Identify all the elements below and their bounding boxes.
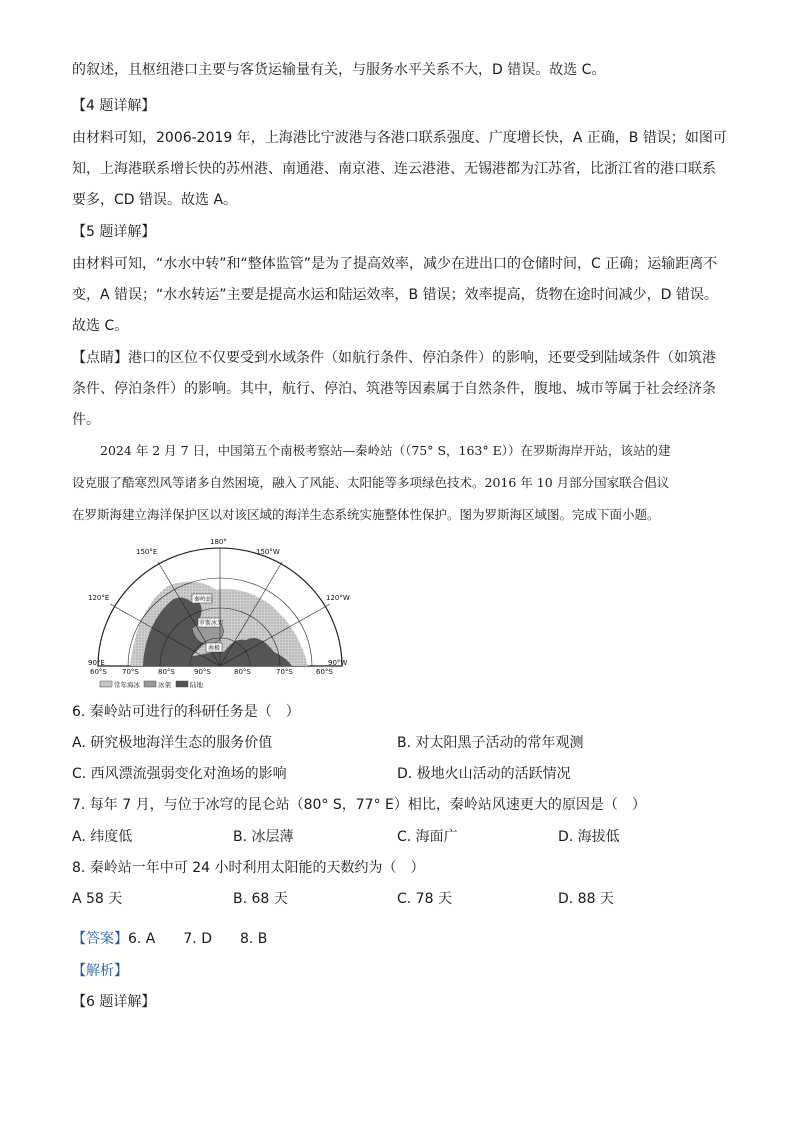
q4-line-3: 要多，CD 错误。故选 A。 <box>72 192 238 208</box>
q5-line-2: 变，A 错误；“水水转运”主要是提高水运和陆运效率，B 错误；效率提高，货物在途时间减少，D 错误。 <box>72 287 718 303</box>
material-line-1: 2024 年 2 月 7 日，中国第五个南极考察站—秦岭站（（75° S，163° E））在罗斯海岸开站，该站的建 <box>100 443 671 458</box>
map-label-qinling: 秦岭站 <box>194 596 213 603</box>
q7-option-d: D. 海拔低 <box>558 829 620 845</box>
map-lat-70s-left: 70°S <box>122 668 139 676</box>
q7-option-c: C. 海面广 <box>397 829 458 845</box>
legend-ice-shelf: 冰架 <box>158 681 171 689</box>
dianjing-line-1 <box>72 348 716 368</box>
q8-option-b: B. 68 天 <box>233 891 288 907</box>
legend-sea-ice: 常年海冰 <box>114 681 140 689</box>
q5-line-1: 由材料可知，“水水中转”和“整体监管”是为了提高效率，减少在进出口的仓储时间，C 正确；运输距离不 <box>72 256 718 272</box>
map-lat-80s-right: 80°S <box>234 668 251 676</box>
q5-line-3: 故选 C。 <box>72 318 129 334</box>
map-label-150w: 150°W <box>256 548 280 556</box>
q5-header: 【5 题详解】 <box>72 224 156 240</box>
q7-option-b: B. 冰层薄 <box>233 829 294 845</box>
map-label-90w: 90°W <box>328 659 348 667</box>
map-lat-70s-right: 70°S <box>276 668 293 676</box>
map-lat-90s: 90°S <box>194 668 211 676</box>
question-6-stem: 6. 秦岭站可进行的科研任务是（ ） <box>72 704 300 720</box>
question-7-stem: 7. 每年 7 月，与位于冰穹的昆仑站（80° S，77° E）相比，秦岭站风速更大的原因是（ ） <box>72 797 646 813</box>
q7-option-a: A. 纬度低 <box>72 829 133 845</box>
dianjing-line-3: 件。 <box>72 412 100 428</box>
answer-line <box>72 929 267 949</box>
map-label-180: 180° <box>210 538 227 546</box>
q6-option-a: A. 研究极地海洋生态的服务价值 <box>72 735 273 751</box>
map-label-150e: 150°E <box>136 548 158 556</box>
material-line-2: 设克服了酷寒烈风等诸多自然困境，融入了风能、太阳能等多项绿色技术。2016 年 10 月部分国家联合倡议 <box>72 475 670 490</box>
map-label-south-pole: 南极 <box>208 645 221 652</box>
q6-option-b: B. 对太阳黑子活动的常年观测 <box>397 735 584 751</box>
map-label-120e: 120°E <box>88 594 110 602</box>
analysis-header: 【解析】 <box>72 963 128 979</box>
ross-sea-map <box>88 538 358 693</box>
dianjing-text-1: 港口的区位不仅要受到水域条件（如航行条件、停泊条件）的影响，还要受到陆域条件（如筑港 <box>128 350 716 366</box>
question-8-stem: 8. 秦岭站一年中可 24 小时利用太阳能的天数约为（ ） <box>72 860 425 876</box>
q4-line-2: 知，上海港联系增长快的苏州港、南通港、南京港、连云港港、无锡港都为江苏省，比浙江省的港口联系 <box>72 161 716 177</box>
legend-land: 陆地 <box>190 681 203 689</box>
answer-tag: 【答案】 <box>72 931 128 947</box>
q6-header: 【6 题详解】 <box>72 994 156 1010</box>
explanation-line: 的叙述，且枢纽港口主要与客货运输量有关，与服务水平关系不大，D 错误。故选 C。 <box>72 62 606 78</box>
map-lat-60s-left: 60°S <box>90 668 107 676</box>
q8-option-a: A 58 天 <box>72 891 123 907</box>
map-label-90e: 90°E <box>88 659 105 667</box>
answer-text: 6. A 7. D 8. B <box>128 931 268 947</box>
map-label-ross-ice-shelf: 罗斯冰架 <box>199 620 224 627</box>
q8-option-c: C. 78 天 <box>397 891 452 907</box>
map-lat-80s-left: 80°S <box>158 668 175 676</box>
dianjing-tag: 【点睛】 <box>72 350 128 366</box>
dianjing-line-2: 条件、停泊条件）的影响。其中，航行、停泊、筑港等因素属于自然条件，腹地、城市等属于社会经济条 <box>72 381 716 397</box>
map-lat-60s-right: 60°S <box>316 668 333 676</box>
material-line-3: 在罗斯海建立海洋保护区以对该区域的海洋生态系统实施整体性保护。图为罗斯海区域图。完成下面小题。 <box>72 507 660 522</box>
map-label-120w: 120°W <box>326 594 350 602</box>
q8-option-d: D. 88 天 <box>558 891 614 907</box>
q6-option-c: C. 西风漂流强弱变化对渔场的影响 <box>72 766 287 782</box>
q6-option-d: D. 极地火山活动的活跃情况 <box>397 766 571 782</box>
q4-header: 【4 题详解】 <box>72 98 156 114</box>
q4-line-1: 由材料可知，2006-2019 年，上海港比宁波港与各港口联系强度、广度增长快，A 正确，B 错误；如图可 <box>72 130 727 146</box>
